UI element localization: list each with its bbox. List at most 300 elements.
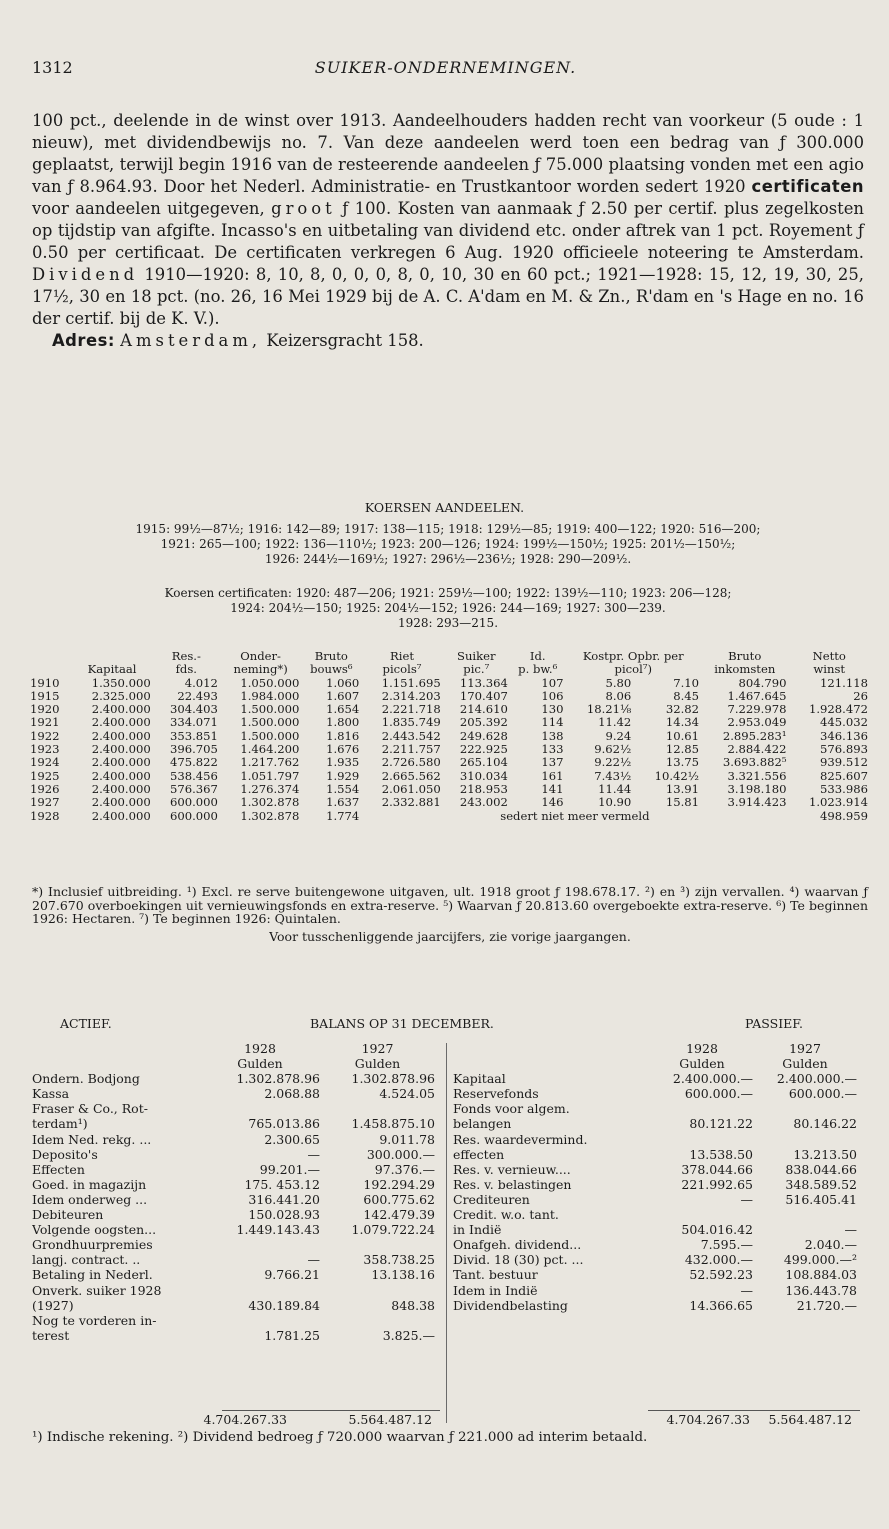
table-cell: 138 <box>541 728 564 743</box>
balance-value: 150.028.93 <box>248 1207 320 1223</box>
balance-label: Idem onderweg ... <box>32 1191 148 1207</box>
col-head: Kapitaal <box>87 662 137 677</box>
balance-value: 1.302.878.96 <box>351 1071 435 1087</box>
table-cell: 1.554 <box>326 781 360 796</box>
table-cell: 107 <box>541 675 564 690</box>
balance-value: 192.294.29 <box>363 1176 435 1192</box>
column-unit-row <box>453 1056 863 1071</box>
balance-value: 13.138.16 <box>371 1267 435 1283</box>
table-cell: 825.607 <box>820 768 868 783</box>
passief-total-1928: 4.704.267.33 <box>666 1412 750 1427</box>
table-cell: 600.000 <box>169 795 218 810</box>
table-cell: 2.400.000 <box>91 781 151 796</box>
balance-value: — <box>740 1282 753 1298</box>
balance-row <box>453 1086 863 1101</box>
intro-part2: voor aandeelen uitgegeven, <box>32 199 265 218</box>
table-cell: 106 <box>541 688 564 703</box>
col-head: Id. <box>529 649 546 663</box>
balance-label: Tant. bestuur <box>453 1267 538 1283</box>
balance-title: BALANS OP 31 DECEMBER. <box>310 1016 494 1031</box>
table-cell: 137 <box>541 755 564 770</box>
col-head: Onder- <box>240 649 281 663</box>
balance-value: 14.366.65 <box>689 1297 753 1313</box>
table-cell: 1.151.695 <box>381 675 441 690</box>
table-cell: 1.051.797 <box>240 768 300 783</box>
balance-value: 80.121.22 <box>689 1116 753 1132</box>
balance-value: — <box>307 1146 320 1162</box>
table-body <box>28 677 870 823</box>
column-unit-row <box>32 1056 437 1071</box>
actief-total-1927: 5.564.487.12 <box>348 1412 432 1427</box>
table-cell: 8.45 <box>673 688 700 703</box>
table-cell: 22.493 <box>177 688 218 703</box>
col-head: picols⁷ <box>382 662 422 677</box>
table-header-row-1 <box>28 650 870 663</box>
table-cell: 9.22½ <box>594 755 632 770</box>
table-cell: 538.456 <box>169 768 218 783</box>
table-cell: 2.314.203 <box>381 688 441 703</box>
balance-label: (1927) <box>32 1297 74 1313</box>
balance-value: 13.213.50 <box>793 1146 857 1162</box>
balance-value: 4.524.05 <box>379 1086 435 1102</box>
col-head: Bruto <box>728 649 762 663</box>
table-cell: 1.350.000 <box>91 675 151 690</box>
table-cell: 161 <box>541 768 564 783</box>
table-cell: 2.400.000 <box>91 715 151 730</box>
table-cell: 939.512 <box>820 755 868 770</box>
balance-row <box>453 1147 863 1162</box>
balance-value: 430.189.84 <box>248 1297 320 1313</box>
table-cell: 114 <box>541 715 564 730</box>
adres-label: Adres: <box>52 331 115 350</box>
table-cell: 576.367 <box>169 781 218 796</box>
balance-value: 1.781.25 <box>264 1327 320 1343</box>
table-cell: 2.400.000 <box>91 808 151 823</box>
table-cell: 1.637 <box>326 795 360 810</box>
table-cell: 7.229.978 <box>727 702 787 717</box>
table-cell: 2.061.050 <box>381 781 441 796</box>
balance-label: Grondhuurpremies <box>32 1237 153 1253</box>
table-cell: 600.000 <box>169 808 218 823</box>
balance-value: 1.302.878.96 <box>236 1071 320 1087</box>
balance-row <box>32 1147 437 1162</box>
col-head: inkomsten <box>714 662 776 677</box>
table-notes <box>32 885 868 944</box>
passief-side <box>453 1041 863 1313</box>
passief-label: PASSIEF. <box>745 1016 803 1031</box>
adres-city: Amsterdam, <box>120 331 262 350</box>
balance-row <box>453 1237 863 1252</box>
balance-value: 1.458.875.10 <box>351 1116 435 1132</box>
balance-row <box>32 1298 437 1313</box>
table-cell: 1.023.914 <box>808 795 868 810</box>
col-head: Bruto <box>314 649 348 663</box>
col-year-1928: 1928 <box>686 1041 718 1056</box>
balance-label: Reservefonds <box>453 1086 539 1102</box>
table-cell: 2.400.000 <box>91 702 151 717</box>
table-cell: 9.62½ <box>594 742 632 757</box>
balance-value: 765.013.86 <box>248 1116 320 1132</box>
table-cell: 498.959 <box>820 808 868 823</box>
balance-row <box>453 1283 863 1298</box>
table-cell: 2.400.000 <box>91 728 151 743</box>
balance-row <box>453 1267 863 1282</box>
col-head <box>28 663 71 676</box>
balance-value: 9.766.21 <box>264 1267 320 1283</box>
table-cell: 7.43½ <box>594 768 632 783</box>
table-cell: 249.628 <box>459 728 508 743</box>
koersen-title: KOERSEN AANDEELEN. <box>364 500 525 515</box>
balance-label: terest <box>32 1327 70 1343</box>
balance-value: 108.884.03 <box>785 1267 857 1283</box>
table-cell: 1.050.000 <box>240 675 300 690</box>
table-cell: 2.953.049 <box>727 715 787 730</box>
table-cell: 2.443.542 <box>381 728 441 743</box>
balance-footnote <box>32 1430 868 1446</box>
passief-rows <box>453 1071 863 1313</box>
balance-label: Nog te vorderen in- <box>32 1312 157 1328</box>
table-cell: 1.816 <box>326 728 360 743</box>
table-cell: 15.81 <box>665 795 700 810</box>
table-cell: 2.884.422 <box>727 742 787 757</box>
table-cell: 1921 <box>30 715 60 730</box>
table-cell: 10.42½ <box>654 768 700 783</box>
table-cell: 576.893 <box>820 742 868 757</box>
adres-street: Keizersgracht 158. <box>266 331 424 350</box>
col-head: winst <box>813 662 846 677</box>
balance-row <box>32 1192 437 1207</box>
table-cell: 1925 <box>30 768 60 783</box>
table-cell: 3.693.882⁵ <box>722 755 787 770</box>
balance-label: Effecten <box>32 1161 85 1177</box>
table-header-row-2 <box>28 663 870 676</box>
table-footnotes: *) Inclusief uitbreiding. ¹) Excl. re serve buitengewone uitgaven, ult. 1918 groot ƒ 198.678.17. ²) en ³) zijn vervallen. ⁴) waarvan ƒ 207.670 overboekingen uit vernieuwingsfonds en extra-reserve. ⁵) Waarvan ƒ 20.813.60 overgeboekte extra-reserve. ⁶) Te beginnen 1926: Hectaren. ⁷) Te beginnen 1926: Quintalen. <box>32 884 868 927</box>
col-head: pic.⁷ <box>463 662 490 677</box>
table-cell: 1.928.472 <box>808 702 868 717</box>
table-row <box>28 810 870 823</box>
table-cell: 2.332.881 <box>381 795 441 810</box>
table-cell: 1.276.374 <box>240 781 300 796</box>
table-cell: 1922 <box>30 728 60 743</box>
table-cell-note: sedert niet meer vermeld <box>500 808 650 823</box>
intro-part4: 1910—1920: 8, 10, 8, 0, 0, 0, 8, 0, 10, 30 en 60 pct.; 1921—1928: 15, 12, 19, 30, 25, 17½, 30 en 18 pct. (no. 26, 16 Mei 1929 bij de A. C. A'dam en M. & Zn., R'dam en 's Hage en no. 16 der certif. bij de K. V.). <box>32 265 864 328</box>
table-cell: 9.24 <box>605 728 632 743</box>
table-cell: 1924 <box>30 755 60 770</box>
table-cell: 10.90 <box>598 795 632 810</box>
actief-rows <box>32 1071 437 1343</box>
balance-value: 2.040.— <box>804 1237 857 1253</box>
balance-label: effecten <box>453 1146 505 1162</box>
table-cell: 475.822 <box>169 755 218 770</box>
balance-value: 21.720.— <box>796 1297 857 1313</box>
table-row <box>28 756 870 769</box>
table-cell: 7.10 <box>673 675 700 690</box>
koersen-cert-line: 1924: 204½—150; 1925: 204½—152; 1926: 244—169; 1927: 300—239. <box>230 601 666 615</box>
balance-label: Idem in Indië <box>453 1282 538 1298</box>
balance-row <box>32 1101 437 1116</box>
table-cell: 1.217.762 <box>240 755 300 770</box>
table-cell: 1.800 <box>326 715 360 730</box>
balance-row <box>32 1086 437 1101</box>
balance-label: Onverk. suiker 1928 <box>32 1282 162 1298</box>
col-head: picol⁷) <box>614 662 653 677</box>
table-cell: 2.221.718 <box>381 702 441 717</box>
col-head <box>28 650 71 663</box>
col-head: p. bw.⁶ <box>518 662 558 677</box>
col-year-1927: 1927 <box>361 1041 394 1056</box>
balance-value: 600.000.— <box>788 1086 857 1102</box>
balance-value: 13.538.50 <box>689 1146 753 1162</box>
table-cell: 26 <box>853 688 868 703</box>
table-cell: 2.400.000 <box>91 755 151 770</box>
balance-label: Kassa <box>32 1086 70 1102</box>
balance-label: Res. waardevermind. <box>453 1131 588 1147</box>
balance-label: Credit. w.o. tant. <box>453 1207 559 1223</box>
table-cell: 14.34 <box>665 715 700 730</box>
table-cell: 2.400.000 <box>91 742 151 757</box>
balance-row <box>453 1116 863 1131</box>
table-cell: 218.953 <box>459 781 508 796</box>
balance-row <box>32 1177 437 1192</box>
see-previous-note: Voor tusschenliggende jaarcijfers, zie vorige jaargangen. <box>269 929 631 945</box>
table-cell: 1923 <box>30 742 60 757</box>
col-unit: Gulden <box>679 1056 725 1072</box>
table-cell: 1927 <box>30 795 60 810</box>
table-cell: 1.060 <box>326 675 360 690</box>
table-cell: 1.500.000 <box>240 728 300 743</box>
table-cell: 3.198.180 <box>727 781 787 796</box>
table-cell: 13.91 <box>665 781 700 796</box>
table-cell: 8.06 <box>605 688 632 703</box>
balance-label: Goed. in magazijn <box>32 1176 147 1192</box>
balance-value: 136.443.78 <box>785 1282 857 1298</box>
table-cell: 2.211.757 <box>381 742 441 757</box>
col-head <box>71 650 152 663</box>
balance-label: Betaling in Nederl. <box>32 1267 153 1283</box>
footnote-text: ¹) Indische rekening. ²) Dividend bedroeg ƒ 720.000 waarvan ƒ 221.000 ad interim betaald. <box>32 1430 648 1445</box>
actief-total-1928: 4.704.267.33 <box>203 1412 287 1427</box>
table-cell: 12.85 <box>665 742 700 757</box>
balance-value: 9.011.78 <box>379 1131 435 1147</box>
balance-value: 316.441.20 <box>248 1191 320 1207</box>
balance-label: Fraser & Co., Rot- <box>32 1101 148 1117</box>
table-cell: 2.400.000 <box>91 768 151 783</box>
table-cell: 2.726.580 <box>381 755 441 770</box>
balance-value: 848.38 <box>391 1297 435 1313</box>
col-year-1928: 1928 <box>244 1041 276 1056</box>
balance-label: Divid. 18 (30) pct. ... <box>453 1252 584 1268</box>
table-cell: 11.42 <box>598 715 632 730</box>
balance-value: 175. 453.12 <box>244 1176 320 1192</box>
col-head: bouws⁶ <box>310 662 353 677</box>
balance-row <box>32 1313 437 1328</box>
col-unit: Gulden <box>237 1056 283 1072</box>
balance-value: 499.000.—² <box>783 1252 857 1268</box>
table-cell: 304.403 <box>169 702 218 717</box>
table-cell: 1.464.200 <box>240 742 300 757</box>
balance-row <box>32 1132 437 1147</box>
col-head: Res.- <box>171 649 201 663</box>
balance-label: Deposito's <box>32 1146 98 1162</box>
balance-value: 97.376.— <box>374 1161 435 1177</box>
col-head: fds. <box>175 662 197 677</box>
balance-value: 838.044.66 <box>785 1161 857 1177</box>
balance-row <box>453 1298 863 1313</box>
table-cell: 1.607 <box>326 688 360 703</box>
balance-value: 600.775.62 <box>363 1191 435 1207</box>
table-row <box>28 730 870 743</box>
col-head: Netto <box>812 649 846 663</box>
balance-value: 3.825.— <box>382 1327 435 1343</box>
balance-value: 221.992.65 <box>681 1176 753 1192</box>
balance-row <box>32 1207 437 1222</box>
table-cell: 2.665.562 <box>381 768 441 783</box>
table-cell: 3.321.556 <box>727 768 787 783</box>
table-cell: 11.44 <box>598 781 632 796</box>
dividend-word: Dividend <box>32 265 139 284</box>
passief-total-rule <box>648 1410 860 1411</box>
balance-row <box>453 1101 863 1116</box>
table-cell: 4.012 <box>184 675 218 690</box>
balance-row <box>32 1222 437 1237</box>
koersen-cert-line: Koersen certificaten: 1920: 487—206; 1921: 259½—100; 1922: 139½—110; 1923: 206—128; <box>164 586 732 600</box>
actief-label: ACTIEF. <box>60 1016 112 1031</box>
balance-value: 348.589.52 <box>785 1176 857 1192</box>
balance-row <box>453 1192 863 1207</box>
table-cell: 310.034 <box>459 768 508 783</box>
koersen-aandeelen <box>28 522 868 567</box>
balance-label: Volgende oogsten... <box>32 1222 157 1238</box>
balance-row <box>453 1222 863 1237</box>
intro-part1: 100 pct., deelende in de winst over 1913. Aandeelhouders hadden recht van voorkeur (5 oude : 1 nieuw), met dividendbewijs no. 7. Van deze aandeelen werd toen een bedrag van ƒ 300.000 geplaatst, terwijl begin 1916 van de resteerende aandeelen ƒ 75.000 plaatsing vonden met een agio van ƒ 8.964.93. Door het Nederl. Administratie- en Trustkantoor worden sedert 1920 <box>32 111 864 196</box>
table-cell: 10.61 <box>665 728 700 743</box>
balance-value: 2.400.000.— <box>672 1071 753 1087</box>
balance-label: Res. v. belastingen <box>453 1176 572 1192</box>
table-cell: 445.032 <box>820 715 868 730</box>
balance-row <box>32 1283 437 1298</box>
balance-value: 142.479.39 <box>363 1207 435 1223</box>
col-unit: Gulden <box>354 1056 401 1072</box>
table-cell: 1910 <box>30 675 60 690</box>
actief-total-rule <box>222 1410 440 1411</box>
table-cell: 1.302.878 <box>240 795 300 810</box>
table-cell: 2.325.000 <box>91 688 151 703</box>
balance-label: langj. contract. .. <box>32 1252 141 1268</box>
intro-text <box>32 110 864 352</box>
table-cell: 3.914.423 <box>727 795 787 810</box>
table-cell: 265.104 <box>459 755 508 770</box>
table-row <box>28 677 870 690</box>
col-unit: Gulden <box>782 1056 828 1072</box>
balance-row <box>32 1252 437 1267</box>
table-cell: 130 <box>541 702 564 717</box>
balance-row <box>453 1177 863 1192</box>
balance-value: 516.405.41 <box>785 1191 857 1207</box>
col-head: Kostpr. Opbr. per <box>582 649 684 663</box>
koersen-certificaten <box>28 586 868 631</box>
table-cell: 243.002 <box>459 795 508 810</box>
passief-total-1927: 5.564.487.12 <box>768 1412 852 1427</box>
groot-word: groot <box>271 199 336 218</box>
koersen-cert-line: 1928: 293—215. <box>397 616 499 630</box>
balance-row <box>32 1116 437 1131</box>
table-cell: 1928 <box>30 808 60 823</box>
table-cell: 170.407 <box>459 688 508 703</box>
table-cell: 334.071 <box>169 715 218 730</box>
balance-row <box>453 1162 863 1177</box>
balance-value: 504.016.42 <box>681 1222 753 1238</box>
balance-row <box>32 1162 437 1177</box>
balance-label: Ondern. Bodjong <box>32 1071 140 1087</box>
balance-label: Onafgeh. dividend... <box>453 1237 582 1253</box>
balance-value: 80.146.22 <box>793 1116 857 1132</box>
table-cell: 121.118 <box>820 675 868 690</box>
balance-value: 2.068.88 <box>264 1086 320 1102</box>
production-table <box>28 650 870 823</box>
balance-label: Idem Ned. rekg. ... <box>32 1131 152 1147</box>
balance-label: terdam¹) <box>32 1116 88 1132</box>
balance-value: 432.000.— <box>684 1252 753 1268</box>
table-cell: 5.80 <box>605 675 632 690</box>
table-row <box>28 743 870 756</box>
balance-value: 7.595.— <box>700 1237 753 1253</box>
table-cell: 1.302.878 <box>240 808 300 823</box>
table-cell: 1.676 <box>326 742 360 757</box>
table-cell: 32.82 <box>665 702 700 717</box>
balance-row <box>32 1071 437 1086</box>
table-cell: 2.400.000 <box>91 795 151 810</box>
balance-value: 1.079.722.24 <box>351 1222 435 1238</box>
balance-label: Kapitaal <box>453 1071 506 1087</box>
balance-value: 300.000.— <box>366 1146 435 1162</box>
table-cell: 1920 <box>30 702 60 717</box>
table-cell: 2.895.283¹ <box>722 728 787 743</box>
balance-label: Crediteuren <box>453 1191 530 1207</box>
koersen-line: 1921: 265—100; 1922: 136—110½; 1923: 200—126; 1924: 199½—150½; 1925: 201½—150½; <box>160 537 736 551</box>
table-cell: 1.774 <box>326 808 360 823</box>
balance-label: in Indië <box>453 1222 502 1238</box>
balance-label: Dividendbelasting <box>453 1297 568 1313</box>
table-cell: 396.705 <box>169 742 218 757</box>
balance-value: — <box>740 1191 753 1207</box>
intro-part3: ƒ 100. Kosten van aanmaak ƒ 2.50 per certif. plus zegelkosten op tijdstip van afgifte. Incasso's en uitbetaling van dividend etc. onder aftrek van 1 pct. Royement ƒ 0.50 per certificaat. De certificaten verkregen 6 Aug. 1920 officieele noteering te Amsterdam. <box>32 199 864 262</box>
balance-row <box>32 1328 437 1343</box>
table-cell: 1.835.749 <box>381 715 441 730</box>
balance-divider <box>446 1043 447 1423</box>
table-cell: 1915 <box>30 688 60 703</box>
balance-value: 2.300.65 <box>264 1131 320 1147</box>
table-cell: 18.21⅛ <box>586 702 632 717</box>
balance-label: Res. v. vernieuw.... <box>453 1161 571 1177</box>
actief-side <box>32 1041 437 1343</box>
table-cell: 222.925 <box>459 742 508 757</box>
table-cell: 533.986 <box>820 781 868 796</box>
table-row <box>28 770 870 783</box>
balance-row <box>453 1071 863 1086</box>
balance-value: — <box>307 1252 320 1268</box>
balance-value: 600.000.— <box>684 1086 753 1102</box>
column-year-row <box>453 1041 863 1056</box>
table-cell: 1926 <box>30 781 60 796</box>
balance-value: 1.449.143.43 <box>236 1222 320 1238</box>
page-number: 1312 <box>32 58 73 77</box>
balance-row <box>453 1132 863 1147</box>
balance-value: 378.044.66 <box>681 1161 753 1177</box>
balance-value: 52.592.23 <box>689 1267 753 1283</box>
table-row <box>28 703 870 716</box>
table-row <box>28 783 870 796</box>
table-cell: 1.984.000 <box>240 688 300 703</box>
